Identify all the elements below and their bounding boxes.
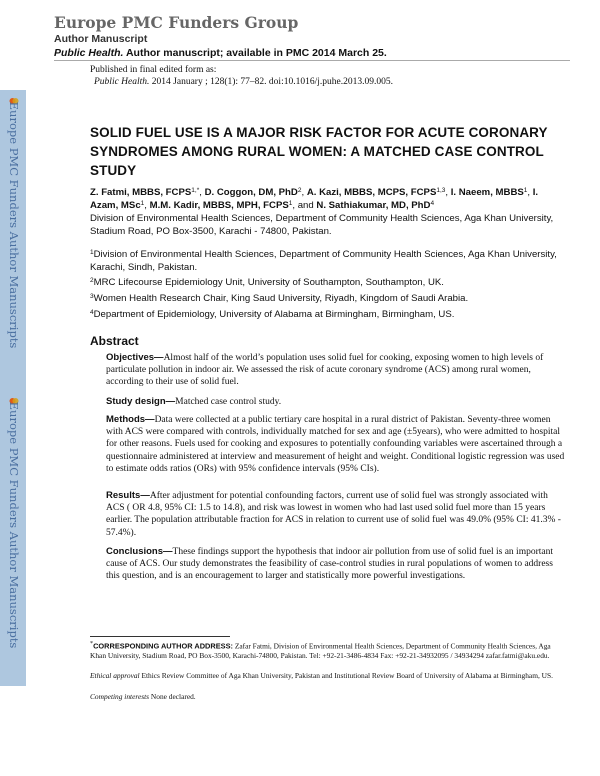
corresponding-author-footnote: *CORRESPONDING AUTHOR ADDRESS: Zafar Fatmi, Division of Environmental Health Sciences, Department of Community Health Sciences, Aga Khan University, Stadium Road, PO Box-3500, Karachi-74800, Pakistan. Tel: +92-21-3486-4834 Fax: +92-21-34932095 / 34934294 zafar.fatmi@aku.edu. bbox=[90, 641, 551, 660]
abstract-conclusions: Conclusions—These findings support the hypothesis that indoor air pollution from use of solid fuel is an important cause of ACS. Our study demonstrates the feasibility of case-control studies in rural populations of women to address this question, and is an encouragement to larger and statistically more powerful investigations. bbox=[106, 546, 553, 582]
header-divider bbox=[54, 60, 570, 61]
author: M.M. Kadir, MBBS, MPH, FCPS$^1$, and bbox=[149, 200, 317, 211]
availability-text: Author manuscript; available in PMC 2014 March 25. bbox=[123, 47, 387, 59]
author-list bbox=[90, 186, 566, 212]
abstract-heading: Abstract bbox=[90, 334, 139, 348]
article-title: SOLID FUEL USE IS A MAJOR RISK FACTOR FOR ACUTE CORONARY SYNDROMES AMONG RURAL WOMEN: A MATCHED CASE CONTROL STUDY bbox=[90, 125, 548, 178]
journal-name: Public Health. bbox=[54, 47, 124, 59]
ethical-approval-footnote: Ethical approval Ethics Review Committee of Aga Khan University, Pakistan and Institutional Review Board of University of Alabama at Birmingham, US. bbox=[90, 671, 553, 680]
competing-interests-footnote: Competing interests None declared. bbox=[90, 692, 196, 701]
abstract-study-design: Study design—Matched case control study. bbox=[106, 396, 282, 407]
footnote-divider bbox=[90, 636, 230, 637]
affiliation-item: $^2$MRC Lifecourse Epidemiology Unit, University of Southampton, Southampton, UK. bbox=[90, 277, 444, 288]
published-journal: Public Health. bbox=[94, 77, 150, 87]
journal-availability bbox=[54, 46, 580, 60]
department-address: Division of Environmental Health Sciences, Department of Community Health Sciences, Aga Khan University, Stadium Road, PO Box-3500, Karachi - 74800, Pakistan. bbox=[90, 213, 554, 237]
abstract-methods: Methods—Data were collected at a public tertiary care hospital in a rural district of Pakistan. Seventy-three women with ACS were compared with controls, individually matched for sex and age (±5years), who were admitted to hospital for other reasons. Fuels used for cooking and exposures to potentially confounding variables were ascertained through a questionnaire administered at interview and measurement of height and weight. Conditional logistic regression was used to estimate odds ratios (ORs) with 95% confidence intervals (95% CIs). bbox=[106, 414, 565, 474]
funders-group-title: Europe PMC Funders Group bbox=[54, 13, 299, 32]
abstract-results: Results—After adjustment for potential confounding factors, current use of solid fuel was strongly associated with ACS ( OR 4.8, 95% CI: 1.5 to 14.8), and risk was lowest in women who had last used solid fuel more than 15 years earlier. The population attributable fraction for ACS in relation to current use of solid fuel was 49.0% (95% CI: 41.3% - 57.4%). bbox=[106, 490, 561, 538]
abstract-objectives: Objectives—Almost half of the world’s population uses solid fuel for cooking, exposing women to high levels of particulate pollution in indoor air. We assessed the risk of acute coronary syndrome (ACS) among rural women, according to their use of solid fuel. bbox=[106, 352, 544, 388]
affiliation-item: $^3$Women Health Research Chair, King Saud University, Riyadh, Kingdom of Saudi Arabia. bbox=[90, 293, 469, 304]
author-manuscript-label: Author Manuscript bbox=[54, 33, 148, 45]
author: I. Naeem, MBBS$^1$, bbox=[450, 187, 533, 198]
funders-header bbox=[54, 14, 580, 60]
published-in bbox=[90, 64, 393, 88]
published-details: 2014 January ; 128(1): 77–82. doi:10.1016/j.puhe.2013.09.005. bbox=[149, 77, 393, 87]
author: D. Coggon, DM, PhD$^2$, bbox=[204, 187, 307, 198]
author: N. Sathiakumar, MD, PhD$^4$ bbox=[316, 200, 435, 211]
author: A. Kazi, MBBS, MCPS, FCPS$^{1,3}$, bbox=[306, 187, 451, 198]
affiliation-item: $^4$Department of Epidemiology, University of Alabama at Birmingham, Birmingham, US. bbox=[90, 309, 455, 320]
published-citation bbox=[90, 76, 393, 88]
affiliation-item: $^1$Division of Environmental Health Sciences, Department of Community Health Sciences, Aga Khan University, Karachi, Sindh, Pakistan. bbox=[90, 249, 557, 273]
author: I. Azam, MSc$^1$, bbox=[90, 187, 539, 211]
author: Z. Fatmi, MBBS, $FCPS^{1,*}$, bbox=[90, 187, 205, 198]
published-label: Published in final edited form as: bbox=[90, 65, 217, 75]
